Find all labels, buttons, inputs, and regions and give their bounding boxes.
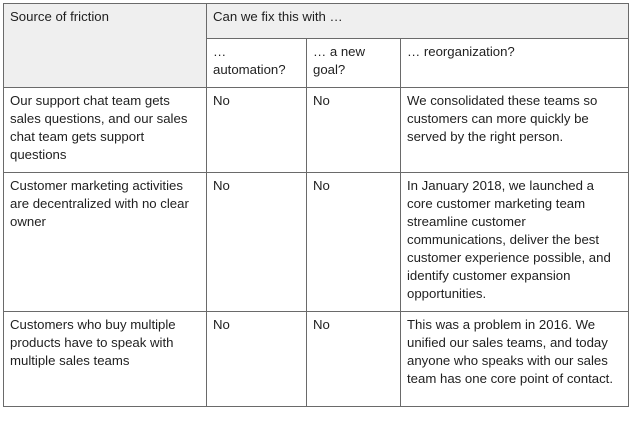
cell-reorganization: In January 2018, we launched a core customer marketing team streamline customer communications, deliver the best customer experience possible, and identify customer expansion opportunities. (401, 173, 629, 312)
cell-reorganization: This was a problem in 2016. We unified our sales teams, and today anyone who speaks with our sales team has one core point of contact. (401, 312, 629, 407)
cell-source: Our support chat team gets sales questions, and our sales chat team gets support questions (4, 88, 207, 173)
table-row (4, 312, 629, 407)
cell-automation: No (207, 173, 307, 312)
header-source-of-friction: Source of friction (4, 4, 207, 88)
cell-goal: No (307, 173, 401, 312)
header-reorganization: … reorganization? (401, 39, 629, 88)
header-new-goal: … a new goal? (307, 39, 401, 88)
cell-source: Customers who buy multiple products have to speak with multiple sales teams (4, 312, 207, 407)
cell-goal: No (307, 312, 401, 407)
table-row (4, 173, 629, 312)
header-automation: … automation? (207, 39, 307, 88)
table-row (4, 88, 629, 173)
cell-reorganization: We consolidated these teams so customers can more quickly be served by the right person. (401, 88, 629, 173)
cell-automation: No (207, 88, 307, 173)
cell-goal: No (307, 88, 401, 173)
friction-table (3, 3, 629, 407)
cell-source: Customer marketing activities are decentralized with no clear owner (4, 173, 207, 312)
header-can-we-fix: Can we fix this with … (207, 4, 629, 39)
cell-automation: No (207, 312, 307, 407)
